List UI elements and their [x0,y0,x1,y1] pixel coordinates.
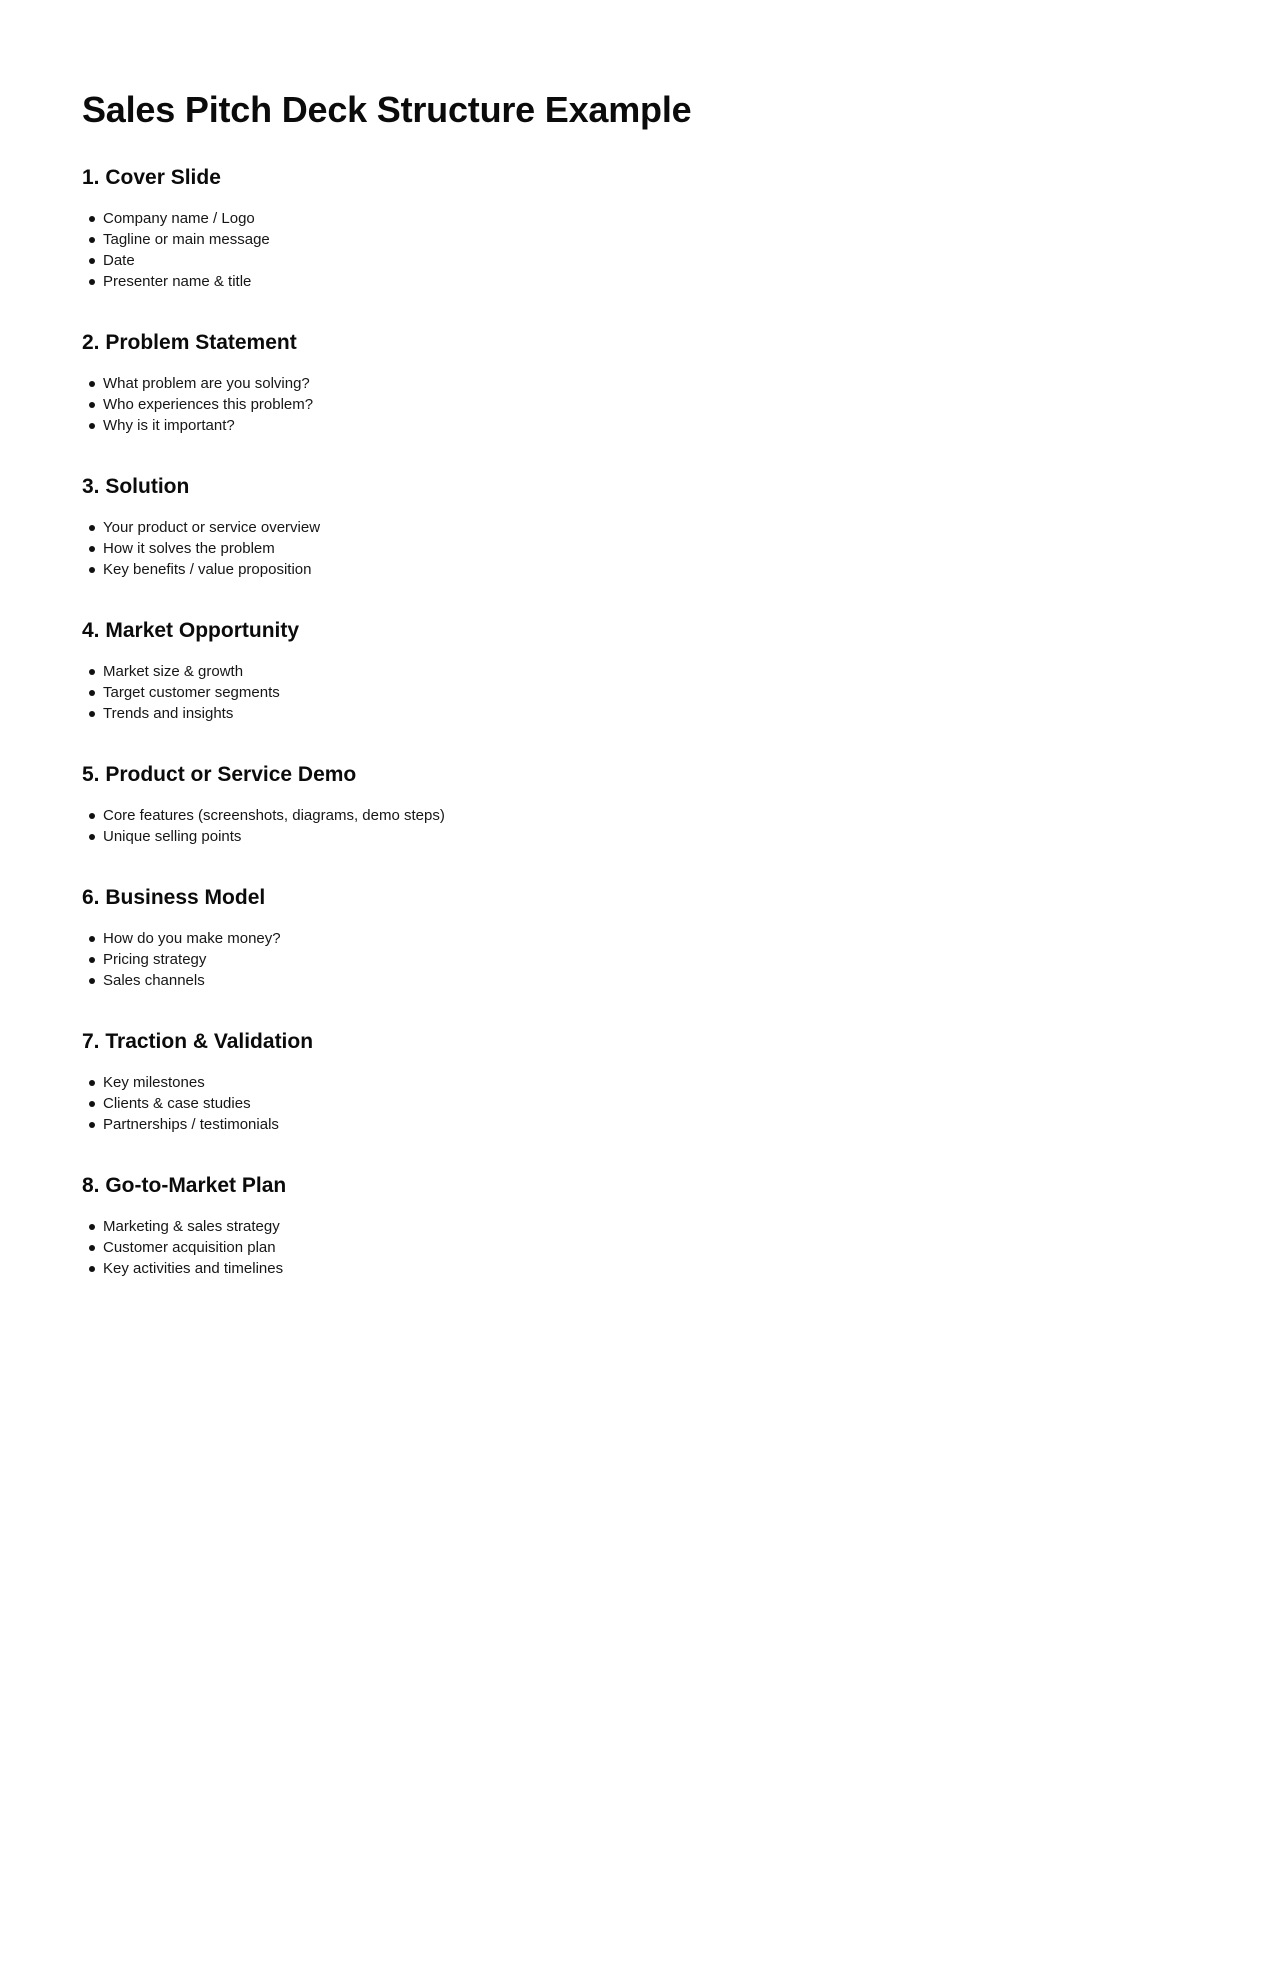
list-item-text: Key activities and timelines [103,1259,284,1277]
section-business-model [82,885,1263,991]
list-item-text: Customer acquisition plan [103,1238,276,1256]
page-title: Sales Pitch Deck Structure Example [82,89,692,130]
section-traction-validation [82,1029,1263,1135]
list-item [103,517,1263,538]
bullet-icon [89,216,95,222]
list-item [103,1258,1263,1279]
list-item [103,394,1263,415]
list-item [103,661,1263,682]
sections-container [82,165,1263,1279]
bullet-icon [89,258,95,264]
bullet-icon [89,834,95,840]
list-item [103,1093,1263,1114]
list-item [103,415,1263,436]
bullet-icon [89,546,95,552]
bullet-list [82,208,1263,292]
bullet-list [82,928,1263,991]
bullet-icon [89,936,95,942]
bullet-icon [89,402,95,408]
list-item-text: Presenter name & title [103,272,252,290]
list-item [103,1216,1263,1237]
bullet-icon [89,1266,95,1272]
bullet-icon [89,279,95,285]
section-go-to-market [82,1173,1263,1279]
bullet-icon [89,813,95,819]
section-heading: 4. Market Opportunity [82,619,300,642]
list-item-text: Marketing & sales strategy [103,1217,280,1235]
list-item [103,703,1263,724]
list-item-text: Key benefits / value proposition [103,560,312,578]
list-item-text: Who experiences this problem? [103,395,314,413]
list-item [103,949,1263,970]
list-item [103,1072,1263,1093]
section-heading: 1. Cover Slide [82,166,221,189]
bullet-list [82,373,1263,436]
list-item-text: Market size & growth [103,662,244,680]
bullet-list [82,517,1263,580]
section-heading: 6. Business Model [82,886,266,909]
section-problem-statement [82,330,1263,436]
section-heading: 2. Problem Statement [82,331,297,354]
bullet-icon [89,957,95,963]
bullet-icon [89,381,95,387]
bullet-icon [89,1101,95,1107]
list-item [103,970,1263,991]
bullet-icon [89,567,95,573]
bullet-list [82,661,1263,724]
list-item-text: How do you make money? [103,929,281,947]
bullet-icon [89,711,95,717]
bullet-list [82,1216,1263,1279]
list-item [103,826,1263,847]
list-item [103,271,1263,292]
list-item-text: How it solves the problem [103,539,275,557]
section-solution [82,474,1263,580]
list-item-text: Trends and insights [103,704,234,722]
bullet-icon [89,690,95,696]
list-item-text: Key milestones [103,1073,205,1091]
list-item-text: Tagline or main message [103,230,270,248]
bullet-icon [89,525,95,531]
list-item [103,559,1263,580]
list-item-text: Unique selling points [103,827,242,845]
list-item [103,538,1263,559]
section-heading: 8. Go-to-Market Plan [82,1174,287,1197]
list-item [103,1237,1263,1258]
list-item [103,229,1263,250]
bullet-icon [89,1122,95,1128]
bullet-icon [89,669,95,675]
section-heading: 7. Traction & Validation [82,1030,314,1053]
bullet-icon [89,237,95,243]
list-item-text: Sales channels [103,971,205,989]
list-item-text: Core features (screenshots, diagrams, demo steps) [103,806,445,824]
list-item [103,805,1263,826]
section-heading: 3. Solution [82,475,190,498]
bullet-list [82,1072,1263,1135]
list-item-text: Clients & case studies [103,1094,251,1112]
list-item-text: Date [103,251,135,269]
bullet-icon [89,1080,95,1086]
list-item [103,208,1263,229]
section-market-opportunity [82,618,1263,724]
list-item-text: Pricing strategy [103,950,207,968]
bullet-icon [89,1245,95,1251]
list-item-text: Partnerships / testimonials [103,1115,279,1133]
list-item-text: Your product or service overview [103,518,321,536]
list-item [103,250,1263,271]
list-item [103,682,1263,703]
section-product-demo [82,762,1263,847]
list-item [103,373,1263,394]
list-item-text: What problem are you solving? [103,374,310,392]
list-item-text: Target customer segments [103,683,280,701]
bullet-list [82,805,1263,847]
list-item [103,928,1263,949]
bullet-icon [89,978,95,984]
list-item-text: Company name / Logo [103,209,255,227]
list-item-text: Why is it important? [103,416,235,434]
bullet-icon [89,423,95,429]
section-cover-slide [82,165,1263,292]
section-heading: 5. Product or Service Demo [82,763,357,786]
bullet-icon [89,1224,95,1230]
list-item [103,1114,1263,1135]
